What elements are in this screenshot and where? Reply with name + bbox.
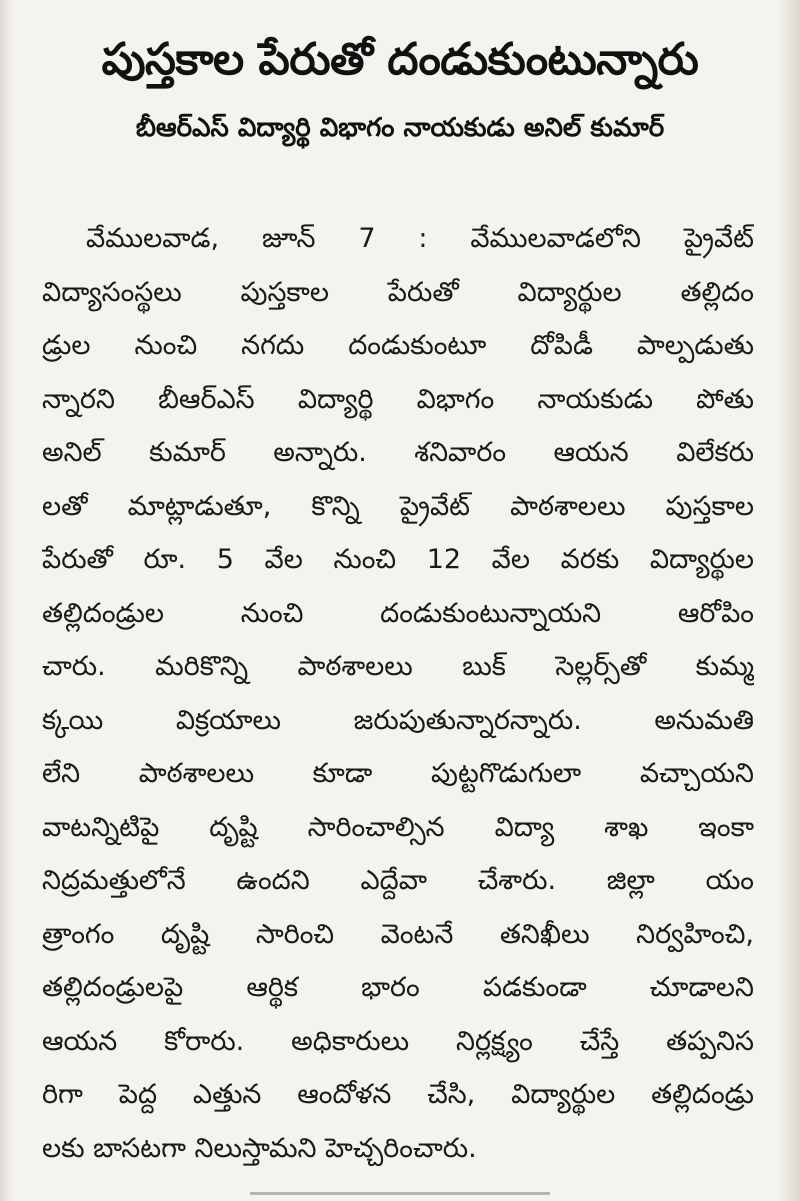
body-line: తల్లిదండ్రుల నుంచి దండుకుంటున్నాయని ఆరోపిం: [42, 597, 754, 629]
body-line: క్కయి విక్రయాలు జరుపుతున్నారన్నారు. అనుమతి: [42, 704, 754, 736]
cut-off-next-article-edge: [250, 1192, 550, 1201]
body-line: వేములవాడ, జూన్‌ 7 : వేములవాడలోని ప్రైవేట్‌: [86, 223, 754, 254]
body-line: లతో మాట్లాడుతూ, కొన్ని ప్రైవేట్‌ పాఠశాలలు పుస్తకాల: [42, 490, 754, 522]
body-line: డ్రుల నుంచి నగదు దండుకుంటూ దోపిడీ పాల్పడుతు: [42, 330, 754, 361]
body-line: అనిల్‌ కుమార్‌ అన్నారు. శనివారం ఆయన విలేకరు: [42, 437, 754, 468]
article-headline: పుస్తకాల పేరుతో దండుకుంటున్నారు: [101, 34, 699, 85]
body-line: రిగా పెద్ద ఎత్తున ఆందోళన చేసి, విద్యార్థుల తల్లిదండ్రు: [42, 1079, 754, 1110]
body-line: పేరుతో రూ. 5 వేల నుంచి 12 వేల వరకు విద్యార్థుల: [42, 544, 754, 575]
body-line: వాటన్నిటిపై దృష్టి సారించాల్సిన విద్యా శాఖ ఇంకా: [42, 811, 754, 843]
body-line: త్రాంగం దృష్టి సారించి వెంటనే తనిఖీలు నిర్వహించి,: [42, 918, 754, 950]
body-line: విద్యాసంస్థలు పుస్తకాల పేరుతో విద్యార్థుల తల్లిదం: [42, 276, 754, 308]
article-subheadline: బీఆర్‌ఎస్‌ విద్యార్థి విభాగం నాయకుడు అనిల్‌ కుమార్‌: [135, 113, 665, 143]
body-line: చారు. మరికొన్ని పాఠశాలలు బుక్‌ సెల్లర్స్‌తో కుమ్మ: [42, 651, 754, 682]
body-line: నిద్రమత్తులోనే ఉందని ఎద్దేవా చేశారు. జిల్లా యం: [42, 865, 754, 896]
body-line: లకు బాసటగా నిలుస్తామని హెచ్చరించారు.: [42, 1132, 477, 1164]
article-body: [42, 212, 754, 1175]
body-line: ఆయన కోరారు. అధికారులు నిర్లక్ష్యం చేస్తే తప్పనిస: [42, 1025, 754, 1057]
body-line: న్నారని బీఆర్‌ఎస్‌ విద్యార్థి విభాగం నాయకుడు పోతు: [42, 383, 754, 415]
page-edge-left: [0, 0, 14, 1201]
body-line: లేని పాఠశాలలు కూడా పుట్టగొడుగులా వచ్చాయని: [42, 758, 754, 789]
body-line: తల్లిదండ్రులపై ఆర్థిక భారం పడకుండా చూడాలని: [42, 972, 754, 1003]
page-edge-right: [778, 0, 800, 1201]
